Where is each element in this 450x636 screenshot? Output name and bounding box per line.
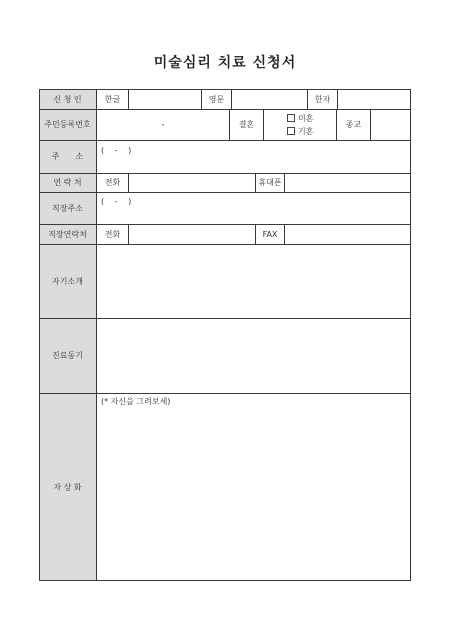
self-portrait-note: (* 자신을 그려보세) [101, 397, 171, 406]
label-phone: 전화 [104, 178, 121, 187]
header-contact: 연 락 처 [39, 173, 96, 192]
religion-field[interactable] [371, 110, 410, 140]
form-title: 미술심리 치료 신청서 [153, 55, 297, 71]
self-portrait-area[interactable] [97, 407, 410, 580]
grid-line [39, 192, 411, 193]
work-address-zip[interactable]: ( - ) [101, 197, 132, 206]
english-name-field[interactable] [232, 90, 307, 109]
label-mobile: 휴대폰 [258, 178, 282, 187]
label-marriage: 결혼 [238, 120, 255, 129]
korean-name-field[interactable] [128, 90, 201, 109]
checkbox-single[interactable] [287, 113, 313, 124]
grid-line [263, 109, 264, 140]
checkbox-icon[interactable] [287, 127, 295, 135]
header-self-intro: 자기소개 [39, 244, 96, 318]
grid-line [39, 89, 40, 581]
resident-id-field[interactable]: - [161, 120, 165, 129]
fax-field[interactable] [285, 225, 410, 244]
application-form [39, 89, 411, 581]
self-intro-area[interactable] [97, 245, 410, 318]
single-label: 미혼 [298, 114, 314, 123]
grid-line [410, 89, 411, 581]
label-work-phone: 전화 [104, 229, 121, 239]
grid-line [39, 393, 411, 394]
address-zip[interactable]: ( - ) [101, 146, 132, 155]
label-hanja: 한자 [314, 94, 331, 104]
header-resident-id: 주민등록번호 [39, 109, 96, 140]
header-work-contact: 직장연락처 [39, 224, 96, 244]
phone-field[interactable] [129, 174, 255, 192]
label-english: 영문 [208, 94, 225, 104]
checkbox-married[interactable] [287, 126, 313, 137]
header-work-address: 직장주소 [39, 192, 96, 224]
label-religion: 종교 [345, 120, 362, 129]
checkbox-icon[interactable] [287, 114, 295, 122]
mobile-field[interactable] [285, 174, 410, 192]
header-self-portrait: 자 상 화 [39, 393, 96, 581]
work-phone-field[interactable] [129, 225, 255, 244]
grid-line [39, 140, 411, 141]
label-korean: 한글 [104, 94, 121, 104]
header-address: 주 소 [39, 140, 96, 173]
motive-area[interactable] [97, 319, 410, 393]
header-motive: 진료동기 [39, 318, 96, 393]
label-fax: FAX [262, 229, 278, 239]
hanja-name-field[interactable] [338, 90, 410, 109]
married-label: 기혼 [298, 127, 314, 136]
grid-line [39, 580, 411, 581]
header-applicant: 신 청 인 [39, 89, 96, 109]
